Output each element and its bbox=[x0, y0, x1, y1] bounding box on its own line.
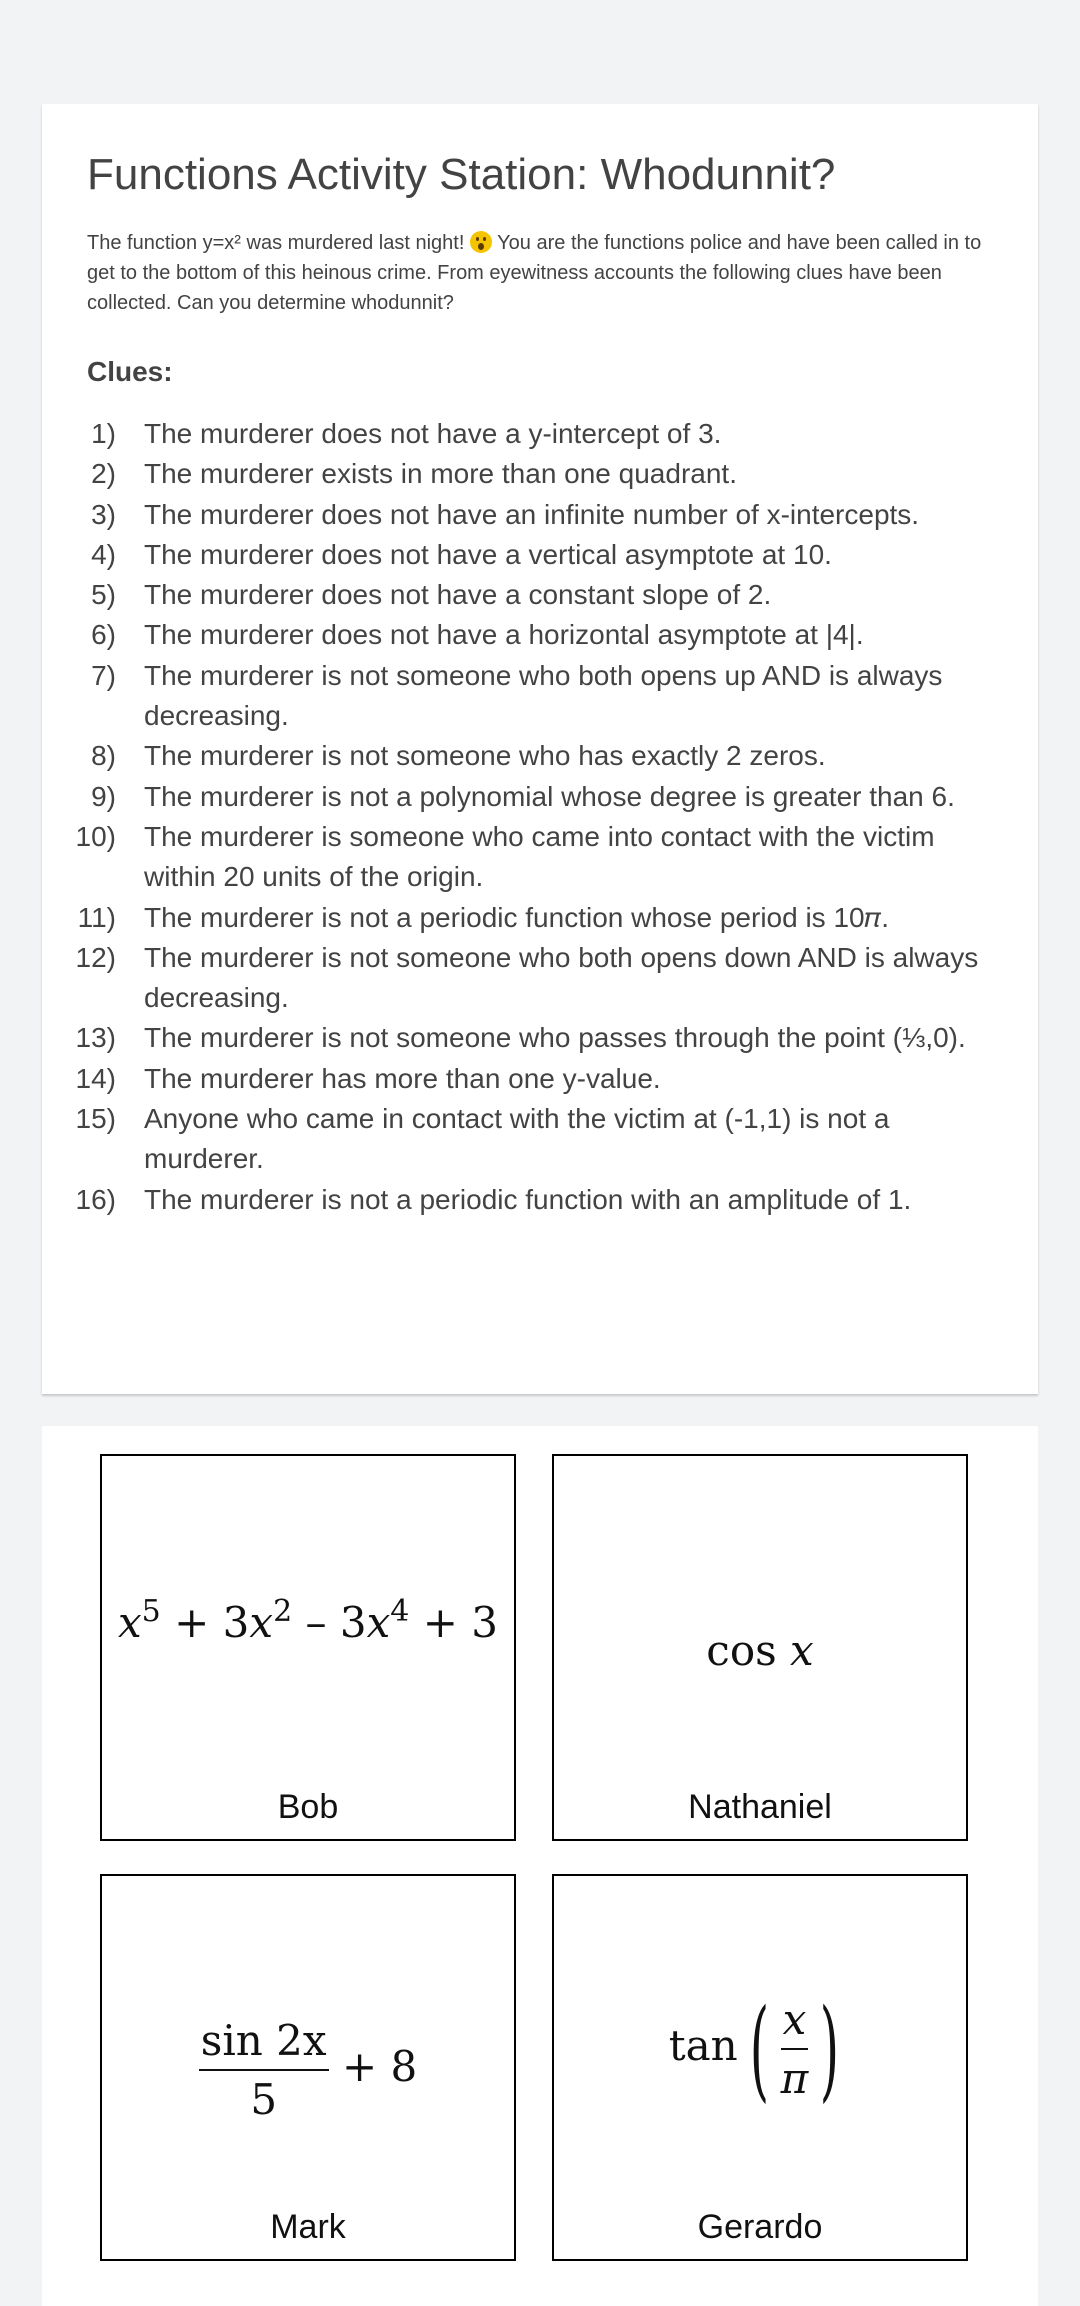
clue-text: The murderer is someone who came into contact with the victim within 20 units of the origin. bbox=[144, 820, 935, 893]
clue-item bbox=[72, 898, 1032, 938]
clue-number: 4) bbox=[91, 538, 116, 570]
clue-text: The murderer has more than one y-value. bbox=[144, 1062, 661, 1094]
clue-text: The murderer is not a periodic function with an amplitude of 1. bbox=[144, 1183, 912, 1215]
clue-text: The murderer is not someone who both opens up AND is always decreasing. bbox=[144, 659, 943, 732]
suspect-card-nathaniel bbox=[552, 1454, 968, 1841]
clue-item bbox=[72, 535, 1032, 575]
suspects-card bbox=[42, 1426, 1038, 2306]
clue-text: The murderer does not have an infinite number of x-intercepts. bbox=[144, 498, 920, 530]
intro-text-2: You are the functions police and have been called in to get to the bottom of this heinous crime. From eyewitness accounts the following clues have been collected. Can you determine whodunnit? bbox=[87, 232, 982, 314]
clue-text: The murderer is not someone who both opens down AND is always decreasing. bbox=[144, 941, 979, 1014]
clue-item bbox=[72, 615, 1032, 655]
suspect-formula: $x^5 + 3x^2 - 3x^4 + 3$ bbox=[117, 1594, 499, 1647]
clue-text: The murderer does not have a y-intercept of 3. bbox=[144, 418, 722, 449]
clue-number: 16) bbox=[75, 1183, 116, 1215]
clue-item bbox=[72, 817, 1032, 898]
suspect-name: Mark bbox=[270, 2208, 346, 2246]
suspect-name: Nathaniel bbox=[688, 1788, 832, 1826]
clue-item bbox=[72, 656, 1032, 737]
clue-number: 3) bbox=[91, 498, 116, 530]
activity-card bbox=[42, 104, 1038, 1394]
clue-item bbox=[72, 575, 1032, 615]
suspect-card-bob bbox=[100, 1454, 516, 1841]
clue-text: The murderer does not have a constant slope of 2. bbox=[144, 579, 772, 611]
clue-number: 14) bbox=[75, 1062, 116, 1094]
clue-number: 15) bbox=[75, 1103, 116, 1135]
clue-item bbox=[72, 1059, 1032, 1099]
clue-number: 10) bbox=[75, 820, 116, 852]
intro-paragraph bbox=[87, 228, 997, 318]
intro-text-1: The function y=x² was murdered last night! bbox=[87, 232, 465, 254]
clue-item bbox=[72, 1099, 1032, 1180]
suspect-name: Bob bbox=[277, 1788, 339, 1826]
clue-number: 8) bbox=[91, 740, 116, 772]
clue-item bbox=[72, 777, 1032, 817]
clue-text: Anyone who came in contact with the victim at (-1,1) is not a murderer. bbox=[144, 1103, 890, 1175]
clue-number: 1) bbox=[91, 418, 116, 449]
clue-text: The murderer is not someone who has exactly 2 zeros. bbox=[144, 740, 826, 772]
suspect-card-mark bbox=[100, 1874, 516, 2261]
clue-text: The murderer is not a periodic function whose period is 10𝜋. bbox=[144, 901, 890, 933]
clue-number: 6) bbox=[91, 619, 116, 651]
clue-text: The murderer does not have a vertical asymptote at 10. bbox=[144, 538, 832, 570]
clue-number: 12) bbox=[75, 941, 116, 973]
suspect-name: Gerardo bbox=[697, 2208, 823, 2246]
astonished-face-icon bbox=[470, 231, 492, 253]
clue-number: 9) bbox=[91, 780, 116, 812]
clue-text: The murderer is not a polynomial whose degree is greater than 6. bbox=[144, 780, 955, 812]
clue-item bbox=[72, 1018, 1032, 1058]
clue-item bbox=[72, 495, 1032, 535]
suspect-formula: cos x bbox=[706, 1626, 814, 1675]
clue-number: 5) bbox=[91, 579, 116, 611]
page-title: Functions Activity Station: Whodunnit? bbox=[87, 150, 836, 199]
clue-item bbox=[72, 1180, 1032, 1220]
clue-number: 7) bbox=[91, 659, 116, 691]
clues-list bbox=[72, 414, 1032, 1220]
clue-number: 11) bbox=[77, 901, 116, 933]
clue-number: 2) bbox=[91, 458, 116, 490]
clue-text: The murderer is not someone who passes through the point (⅓,0). bbox=[144, 1022, 966, 1054]
clue-text: The murderer exists in more than one quadrant. bbox=[144, 458, 737, 490]
clue-item bbox=[72, 938, 1032, 1019]
clue-item bbox=[72, 454, 1032, 494]
clue-item bbox=[72, 736, 1032, 776]
clue-item bbox=[72, 414, 1032, 454]
suspect-formula: tan ( $\frac{x}{\pi}$ ) bbox=[668, 1985, 840, 2113]
clue-number: 13) bbox=[75, 1022, 116, 1054]
suspect-formula: $\frac{\sin 2x}{5}$ + 8 bbox=[200, 2016, 418, 2124]
clue-text: The murderer does not have a horizontal asymptote at |4|. bbox=[144, 619, 864, 651]
suspect-card-gerardo bbox=[552, 1874, 968, 2261]
clues-heading: Clues: bbox=[87, 356, 173, 387]
